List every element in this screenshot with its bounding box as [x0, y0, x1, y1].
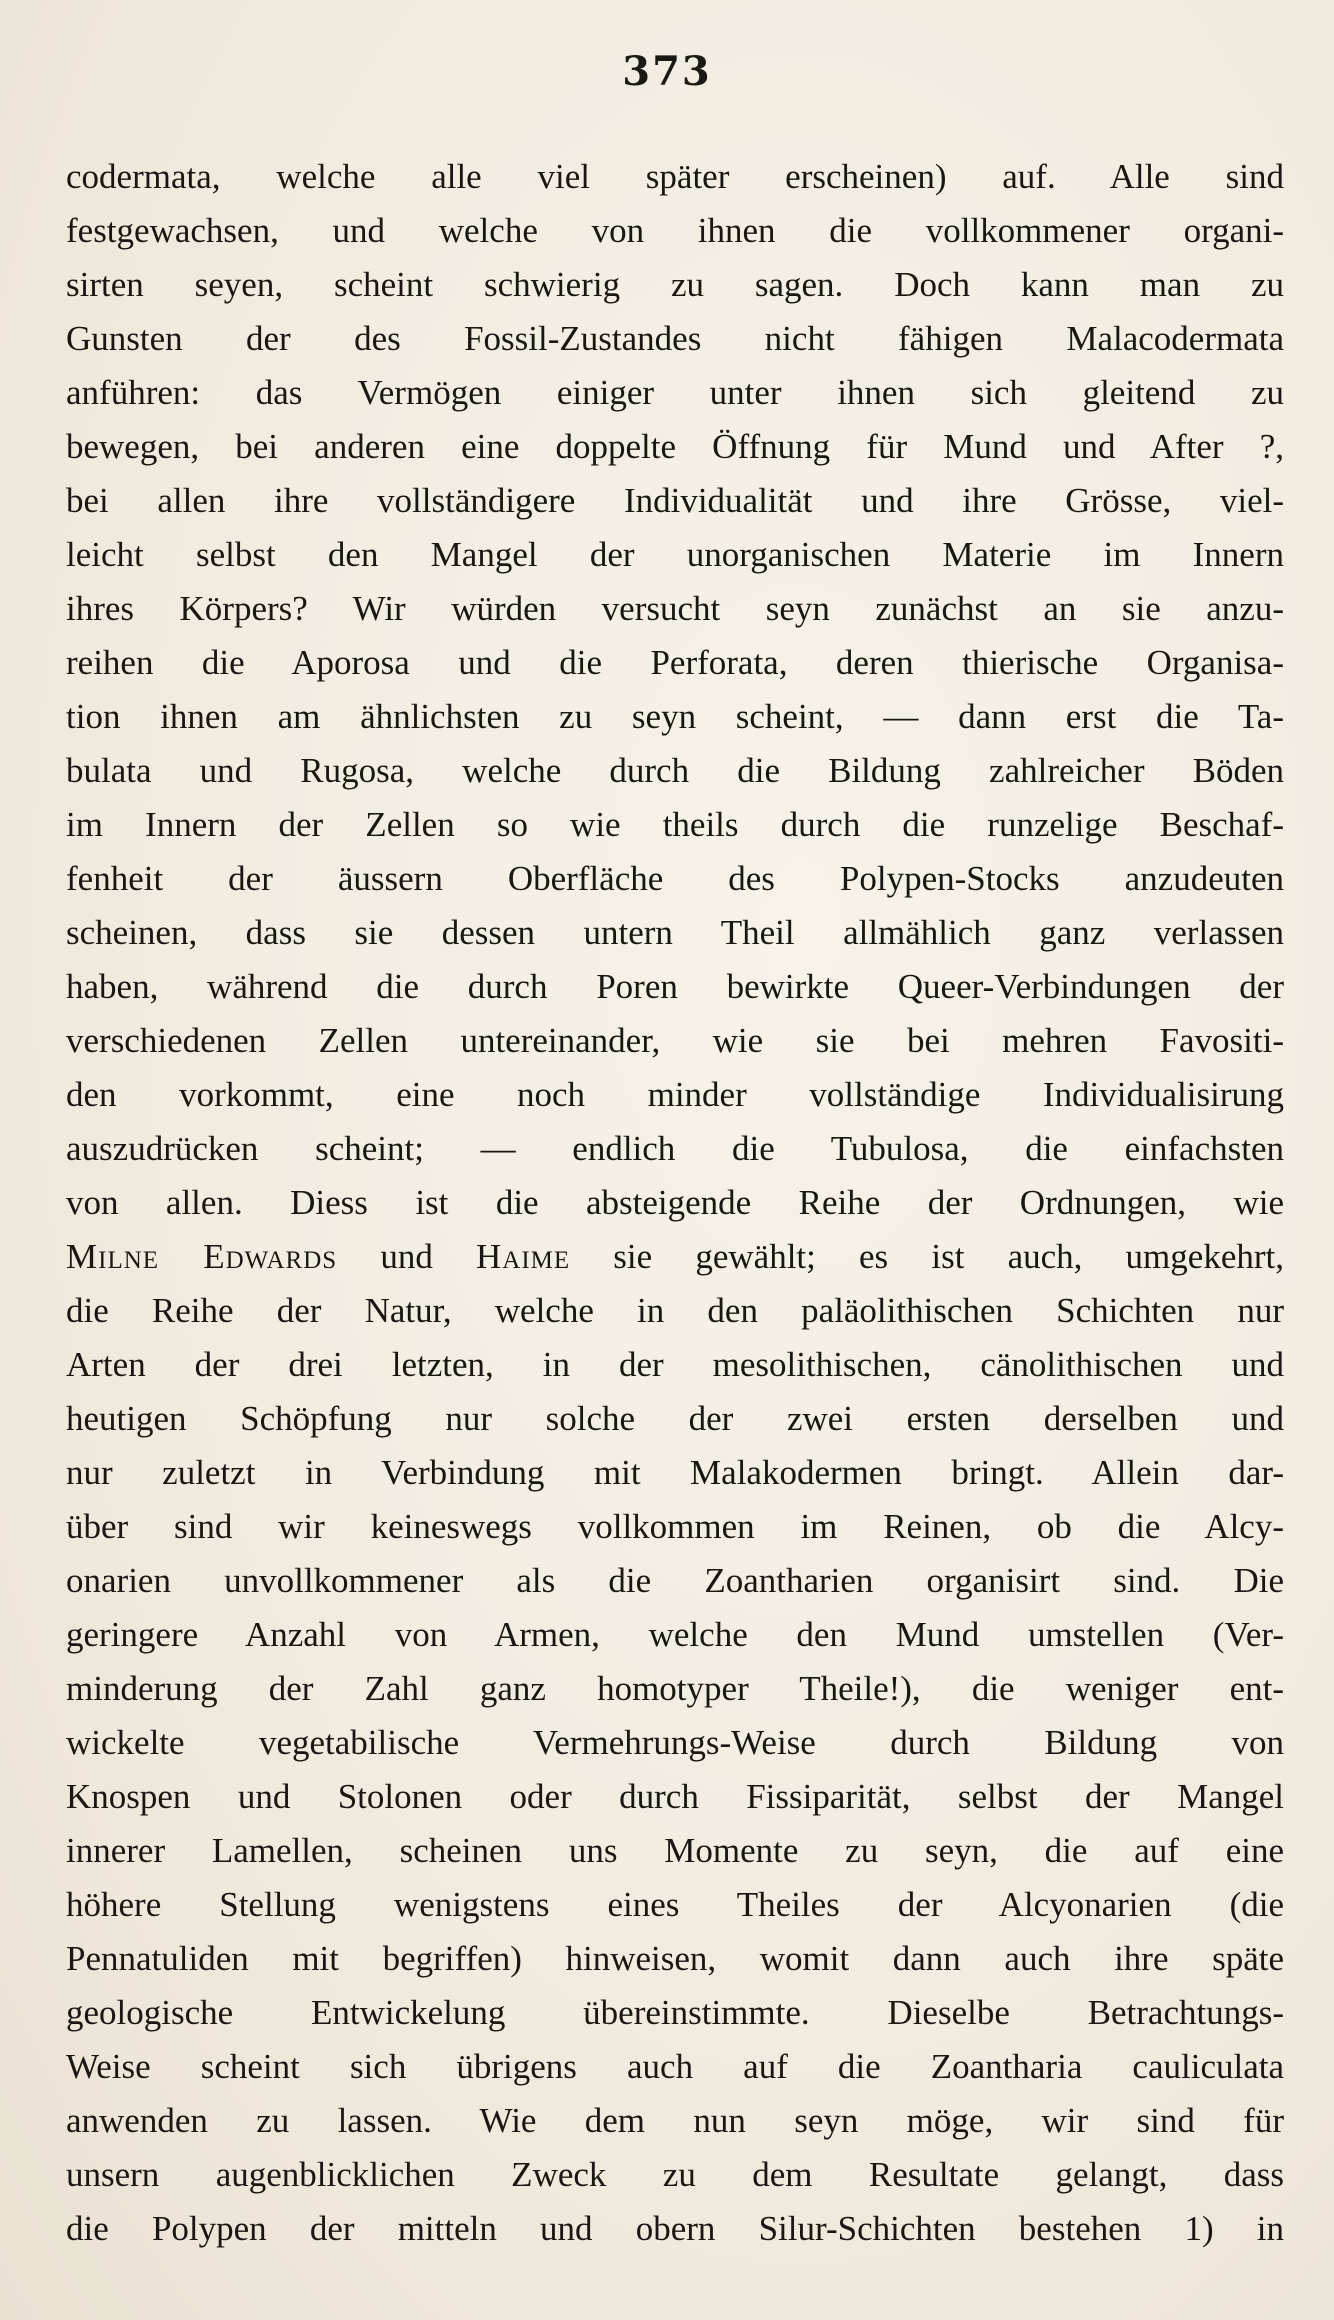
text-line-36: Weise scheint sich übrigens auch auf die Zoantharia cauliculata	[66, 2047, 1284, 2086]
text-line-7: bei allen ihre vollständigere Individualität und ihre Grösse, viel-	[66, 481, 1284, 520]
text-line-1: codermata, welche alle viel später erscheinen) auf. Alle sind	[66, 157, 1284, 196]
text-line-4: Gunsten der des Fossil-Zustandes nicht fähigen Malacodermata	[66, 319, 1284, 358]
text-line-21	[66, 1230, 1284, 1284]
text-line-8: leicht selbst den Mangel der unorganischen Materie im Innern	[66, 535, 1284, 574]
text-line-12: bulata und Rugosa, welche durch die Bildung zahlreicher Böden	[66, 751, 1284, 790]
text-line-2: festgewachsen, und welche von ihnen die vollkommener organi-	[66, 211, 1284, 250]
text-line-13: im Innern der Zellen so wie theils durch die runzelige Beschaf-	[66, 805, 1284, 844]
body-text	[66, 150, 1284, 2256]
text-line-37: anwenden zu lassen. Wie dem nun seyn möge, wir sind für	[66, 2101, 1284, 2140]
text-line-9: ihres Körpers? Wir würden versucht seyn zunächst an sie anzu-	[66, 589, 1284, 628]
text-line-3: sirten seyen, scheint schwierig zu sagen. Doch kann man zu	[66, 265, 1284, 304]
text-and: und	[337, 1237, 476, 1276]
text-line-30: wickelte vegetabilische Vermehrungs-Weise durch Bildung von	[66, 1723, 1284, 1762]
text-line-28: geringere Anzahl von Armen, welche den Mund umstellen (Ver-	[66, 1615, 1284, 1654]
text-line-33: höhere Stellung wenigstens eines Theiles der Alcyonarien (die	[66, 1885, 1284, 1924]
text-line-18: den vorkommt, eine noch minder vollständige Individualisirung	[66, 1075, 1284, 1114]
page-number: 373	[622, 48, 712, 95]
text-line-14: fenheit der äussern Oberfläche des Polypen-Stocks anzudeuten	[66, 859, 1284, 898]
text-line-29: minderung der Zahl ganz homotyper Theile!), die weniger ent-	[66, 1669, 1284, 1708]
text-line-5: anführen: das Vermögen einiger unter ihnen sich gleitend zu	[66, 373, 1284, 412]
text-line-38: unsern augenblicklichen Zweck zu dem Resultate gelangt, dass	[66, 2155, 1284, 2194]
text-line-22: die Reihe der Natur, welche in den paläolithischen Schichten nur	[66, 1291, 1284, 1330]
text-line-35: geologische Entwickelung übereinstimmte. Dieselbe Betrachtungs-	[66, 1993, 1284, 2032]
text-line-26: über sind wir keineswegs vollkommen im Reinen, ob die Alcy-	[66, 1507, 1284, 1546]
text-line-10: reihen die Aporosa und die Perforata, deren thierische Organisa-	[66, 643, 1284, 682]
text-line-15: scheinen, dass sie dessen untern Theil allmählich ganz verlassen	[66, 913, 1284, 952]
text-line-20: von allen. Diess ist die absteigende Reihe der Ordnungen, wie	[66, 1183, 1284, 1222]
text-line-39: die Polypen der mitteln und obern Silur-Schichten bestehen 1) in	[66, 2209, 1284, 2248]
author-name-haime: Haime	[475, 1237, 571, 1276]
text-line-27: onarien unvollkommener als die Zoantharien organisirt sind. Die	[66, 1561, 1284, 1600]
author-name-milne-edwards: Milne Edwards	[66, 1237, 338, 1276]
text-line-19: auszudrücken scheint; — endlich die Tubulosa, die einfachsten	[66, 1129, 1284, 1168]
text-line-21-rest: sie gewählt; es ist auch, umgekehrt,	[570, 1237, 1284, 1276]
text-line-25: nur zuletzt in Verbindung mit Malakodermen bringt. Allein dar-	[66, 1453, 1284, 1492]
text-line-32: innerer Lamellen, scheinen uns Momente zu seyn, die auf eine	[66, 1831, 1284, 1870]
text-line-17: verschiedenen Zellen untereinander, wie sie bei mehren Favositi-	[66, 1021, 1284, 1060]
text-line-31: Knospen und Stolonen oder durch Fissiparität, selbst der Mangel	[66, 1777, 1284, 1816]
text-line-23: Arten der drei letzten, in der mesolithischen, cänolithischen und	[66, 1345, 1284, 1384]
text-line-16: haben, während die durch Poren bewirkte Queer-Verbindungen der	[66, 967, 1284, 1006]
text-line-11: tion ihnen am ähnlichsten zu seyn scheint, — dann erst die Ta-	[66, 697, 1284, 736]
text-line-34: Pennatuliden mit begriffen) hinweisen, womit dann auch ihre späte	[66, 1939, 1284, 1978]
text-line-24: heutigen Schöpfung nur solche der zwei ersten derselben und	[66, 1399, 1284, 1438]
text-line-6: bewegen, bei anderen eine doppelte Öffnung für Mund und After ?,	[66, 427, 1284, 466]
